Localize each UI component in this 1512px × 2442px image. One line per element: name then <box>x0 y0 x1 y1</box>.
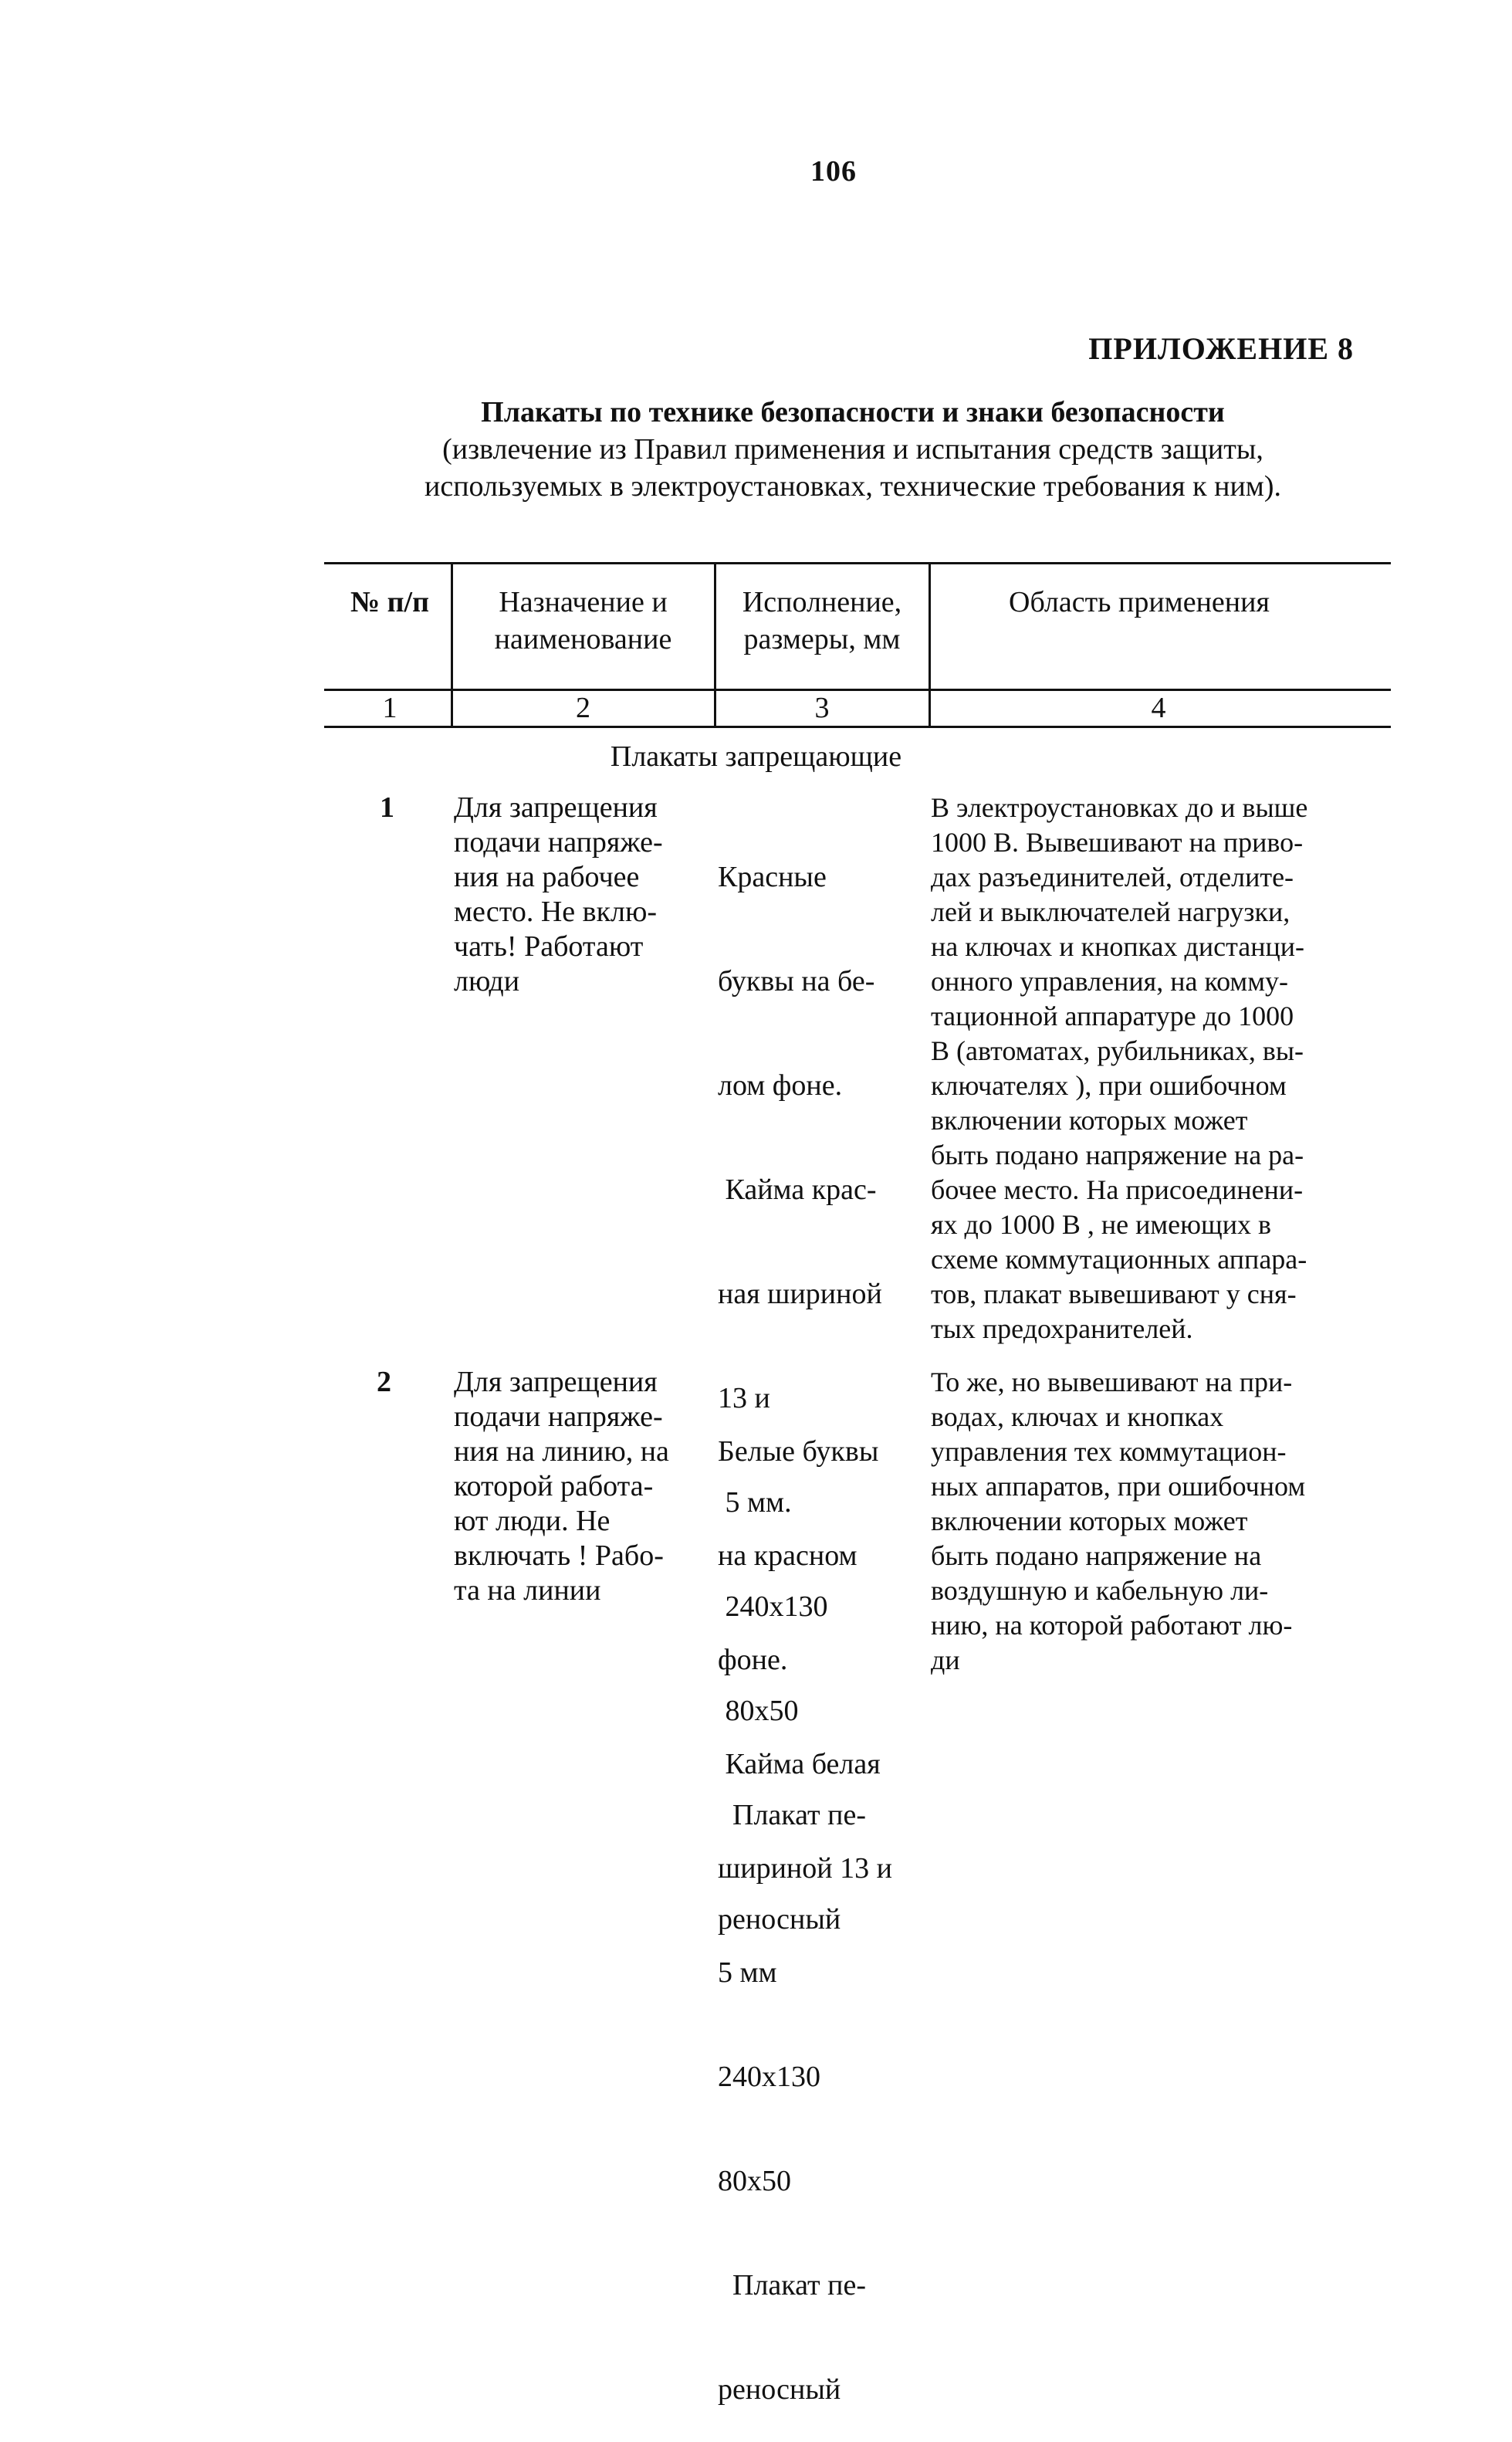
row-1-application-line: тых предохранителей. <box>931 1313 1193 1344</box>
column-number-3: 3 <box>814 692 830 724</box>
row-1-design-line: реносный <box>718 1903 841 1936</box>
row-2-purpose-line: включать ! Рабо- <box>454 1539 664 1572</box>
header-design <box>716 584 928 658</box>
row-2-design-line: реносный <box>718 2373 841 2406</box>
row-1-purpose-line: место. Не вклю- <box>454 896 658 928</box>
row-2-design-line: фоне. <box>718 1644 788 1676</box>
row-1-design-line: Плакат пе- <box>718 1799 867 1831</box>
row-2-purpose-line: Для запрещения <box>454 1366 658 1398</box>
row-2-purpose-line: та на линии <box>454 1574 601 1607</box>
row-2-number: 2 <box>377 1366 391 1398</box>
row-1-application-line: онного управления, на комму- <box>931 966 1288 997</box>
header-design-line-2: размеры, мм <box>743 623 901 655</box>
row-1-application-line: схеме коммутационных аппара- <box>931 1244 1307 1275</box>
row-1-purpose-line: люди <box>454 965 520 997</box>
row-1-design-line: 240х130 <box>718 1590 828 1623</box>
row-1-purpose-line: Для запрещения <box>454 791 658 824</box>
appendix-label: ПРИЛОЖЕНИЕ 8 <box>1088 331 1354 366</box>
row-1-purpose-line: ния на рабочее <box>454 861 640 893</box>
table-divider-1 <box>451 562 453 727</box>
row-1-purpose-line: чать! Работают <box>454 930 644 963</box>
row-1-application-line: лей и выключателей нагрузки, <box>931 896 1290 927</box>
row-1-purpose <box>454 791 709 999</box>
row-2-purpose-line: ют люди. Не <box>454 1505 611 1537</box>
row-2-design-line: 5 мм <box>718 1956 777 1989</box>
column-number-2: 2 <box>576 692 590 724</box>
row-1-application-line: дах разъединителей, отделите- <box>931 862 1294 892</box>
row-1-design-line: лом фоне. <box>718 1069 843 1102</box>
row-2-purpose-line: ния на линию, на <box>454 1435 669 1468</box>
row-1-design-line: Кайма крас- <box>718 1174 877 1206</box>
row-2-design-line: Плакат пе- <box>718 2269 867 2301</box>
document-subtitle-line-2: используемых в электроустановках, технические требования к ним). <box>425 470 1281 503</box>
row-1-application-line: быть подано напряжение на ра- <box>931 1140 1304 1170</box>
section-title: Плакаты запрещающие <box>610 740 902 773</box>
row-1-design-line: Красные <box>718 861 827 893</box>
row-2-design-line: Белые буквы <box>718 1435 879 1468</box>
row-1-application-line: тов, плакат вывешивают у сня- <box>931 1279 1297 1309</box>
row-2-purpose <box>454 1365 709 1608</box>
row-1-design-line: 13 и <box>718 1382 770 1414</box>
header-purpose <box>454 584 712 658</box>
row-2-application-line: воздушную и кабельную ли- <box>931 1575 1269 1606</box>
title-block <box>324 394 1382 505</box>
row-1-purpose-line: подачи напряже- <box>454 826 663 859</box>
row-2-design-line: на красном <box>718 1539 857 1572</box>
page-number: 106 <box>810 155 857 188</box>
row-1-application-line: В электроустановках до и выше <box>931 792 1308 823</box>
row-2-design-line: 80х50 <box>718 2165 791 2197</box>
row-1-design-line: буквы на бе- <box>718 965 875 997</box>
header-number: № п/п <box>350 586 430 618</box>
header-purpose-line-1: Назначение и <box>499 586 668 618</box>
row-2-application-line: ди <box>931 1644 960 1675</box>
row-1-application-line: на ключах и кнопках дистанци- <box>931 931 1305 962</box>
row-2-purpose-line: подачи напряже- <box>454 1401 663 1433</box>
row-2-application <box>931 1365 1382 1678</box>
row-2-application-line: То же, но вывешивают на при- <box>931 1367 1293 1397</box>
row-1-number: 1 <box>380 791 394 824</box>
row-2-application-line: нию, на которой работают лю- <box>931 1610 1293 1641</box>
column-number-1: 1 <box>382 692 397 724</box>
row-1-application-line: включении которых может <box>931 1105 1248 1136</box>
row-1-application-line: 1000 В. Вывешивают на приво- <box>931 827 1304 858</box>
row-2-design-line: Кайма белая <box>718 1748 881 1780</box>
row-2-application-line: ных аппаратов, при ошибочном <box>931 1471 1306 1502</box>
row-1-design-line: 80х50 <box>718 1695 799 1727</box>
row-1-application-line: бочее место. На присоединени- <box>931 1174 1304 1205</box>
table-numbers-bottom-rule <box>324 726 1391 728</box>
row-2-design <box>718 1365 920 2442</box>
row-2-application-line: быть подано напряжение на <box>931 1540 1262 1571</box>
row-2-purpose-line: которой работа- <box>454 1470 654 1502</box>
row-2-design-line: 240х130 <box>718 2061 820 2093</box>
row-1-application-line: тационной аппаратуре до 1000 <box>931 1001 1294 1031</box>
row-1-application-line: ключателях ), при ошибочном <box>931 1070 1287 1101</box>
column-number-4: 4 <box>1151 692 1166 724</box>
row-1-application-line: В (автоматах, рубильниках, вы- <box>931 1035 1304 1066</box>
row-2-application-line: включении которых может <box>931 1506 1248 1536</box>
row-1-application <box>931 791 1382 1346</box>
row-2-application-line: водах, ключах и кнопках <box>931 1401 1224 1432</box>
document-title: Плакаты по технике безопасности и знаки безопасности <box>481 396 1225 428</box>
row-1-design-line: 5 мм. <box>718 1486 792 1519</box>
row-1-application-line: ях до 1000 В , не имеющих в <box>931 1209 1272 1240</box>
header-purpose-line-2: наименование <box>494 623 672 655</box>
row-1-design-line: ная шириной <box>718 1278 882 1310</box>
table-top-rule <box>324 562 1391 564</box>
row-2-application-line: управления тех коммутацион- <box>931 1436 1287 1467</box>
document-subtitle-line-1: (извлечение из Правил применения и испытания средств защиты, <box>442 433 1263 466</box>
header-design-line-1: Исполнение, <box>742 586 902 618</box>
header-application: Область применения <box>1009 586 1270 618</box>
row-2-design-line: шириной 13 и <box>718 1852 892 1885</box>
